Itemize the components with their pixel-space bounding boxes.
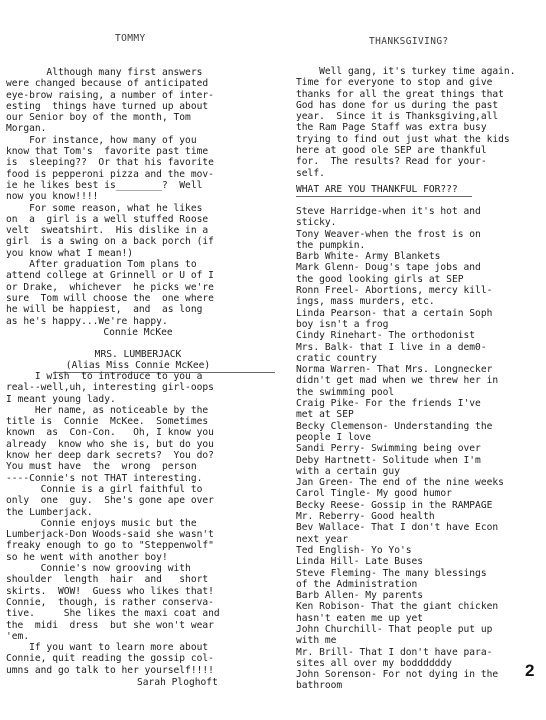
tommy-article: Although many first answers were changed because of anticipated eye-brow raising, a number of inter- esting things have turned up about our Senior boy of the month, Tom Morgan. For instance, how many of you know that Tom's favorite past time is sleeping?? Or that his favorite food is pepperoni pizza and the mov- ie he likes best is________? Well now you know!!!! For some reason, what he likes on a girl is a well stuffed Roose velt sweatshirt. His dislike in a girl is a swing on a back porch (if you know what I mean!) After graduation Tom plans to attend college at Grinnell or U of I or Drake, whichever he picks we're sure Tom will choose the one where he will be happiest, and as long as he's happy...We're happy. <box>6 67 214 327</box>
thankful-answers: Steve Harridge-when it's hot and sticky. Tony Weaver-when the frost is on the pumpkin. Barb White- Army Blankets Mark Glenn- Doug's tape jobs and the good looking girls at SEP Ronn Freel- Abortions, mercy kill- ings, mass murders, etc. Linda Pearson- that a certain Soph boy isn't a frog Cindy Rinehart- The orthodonist Mrs. Balk- that I live in a dem0- cratic country Norma Warren- That Mrs. Longnecker didn't get mad when we threw her in the swimming pool Craig Pike- For the friends I've met at SEP Becky Clemenson- Understanding the people I love Sandi Perry- Swimming being over Deby Hartnett- Solitude when I'm with a certain guy Jan Green- The end of the nine weeks Carol Tingle- My good humor Becky Reese- Gossip in the RAMPAGE Mr. Reberry- Good health Bev Wallace- That I don't have Econ next year Ted English- Yo Yo's Linda Hill- Late Buses Steve Fleming- The many blessings of the Administration Barb Allen- My parents Ken Robison- That the giant chicken hasn't eaten me up yet John Churchill- That people put up with me Mr. Brill- That I don't have para- sites all over my boddddddy John Sorenson- For not dying in the bathroom <box>296 206 504 692</box>
question-underline <box>296 196 472 197</box>
page-number: 2 <box>525 661 535 680</box>
question-heading: WHAT ARE YOU THANKFUL FOR??? <box>296 184 458 195</box>
thanksgiving-heading: THANKSGIVING? <box>369 36 449 47</box>
thanksgiving-intro: Well gang, it's turkey time again. Time for everyone to stop and give thanks for all the great things that God has done for us during the past year. Since it is Thanksgiving,all the Ram Page Staff was extra busy trying to find out just what the kids here at good ole SEP are thankful for. The results? Read for your- self. <box>296 66 516 179</box>
signature: Sarah Ploghoft <box>137 677 218 688</box>
lumberjack-title: MRS. LUMBERJACK <box>94 349 182 360</box>
connie-article: I wish to introduce to you a real--well,uh, interesting girl-oops I meant young lady. Her name, as noticeable by the title is Connie McKee. Sometimes known as Con-Con. Oh, I know you already know who she is, but do you know her deep dark secrets? You do? You must have the wrong person ----Connie's not THAT interesting. Connie is a girl faithful to only one guy. She's gone ape over the Lumberjack. Connie enjoys music but the Lumberjack-Don Woods-said she wasn't freaky enough to go to "Steppenwolf" so he went with another boy! Connie's now grooving with shoulder length hair and short skirts. WOW! Guess who likes that! Connie, though, is rather conserva- tive. She likes the maxi coat and the midi dress but she won't wear 'em. If you want to learn more about Connie, quit reading the gossip col- umns and go talk to her yourself!!!! <box>6 371 220 676</box>
tommy-heading: TOMMY <box>115 33 146 44</box>
byline: Connie McKee <box>103 327 173 338</box>
alias-line: (Alias Miss Connie McKee) <box>65 360 211 371</box>
